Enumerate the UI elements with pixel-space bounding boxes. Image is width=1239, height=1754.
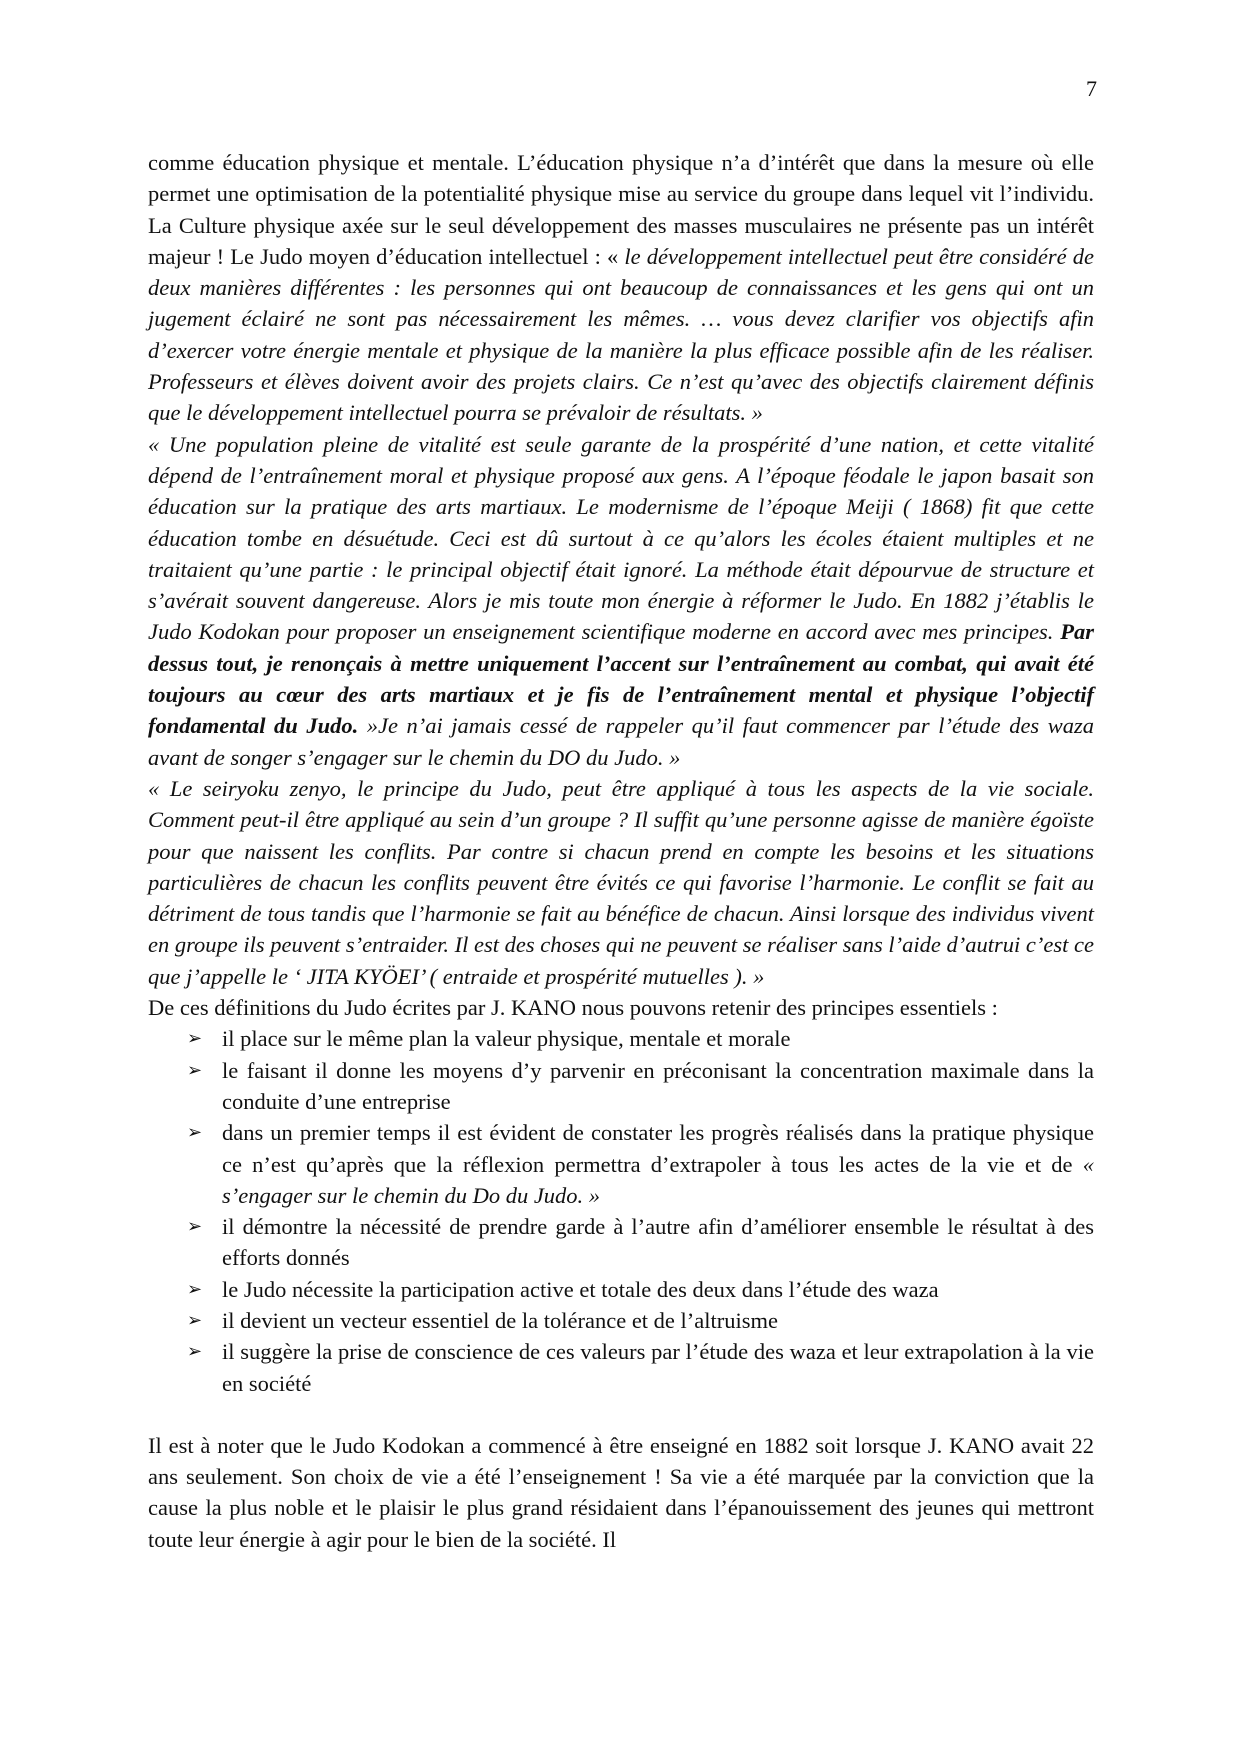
- quote-vitality-emphasis: Par dessus tout, je renonçais à mettre uniquement l’accent sur l’entraînement au combat, qui avait été toujours au cœur des arts martiaux et je fis de l’entraînement mental et physique l’objectif fondamental du Judo.: [148, 619, 1094, 739]
- paragraph-education-text: comme éducation physique et mentale. L’éducation physique n’a d’intérêt que dans la mesure où elle permet une optimisation de la potentialité physique mise au service du groupe dans lequel vit l’individu. La Culture physique axée sur le seul développement des masses musculaires ne présente pas un intérêt majeur ! Le Judo moyen d’éducation intellectuel : «: [148, 150, 1094, 269]
- arrow-bullet-icon: ➢: [187, 1278, 203, 1299]
- list-item: ➢ le Judo nécessite la participation active et totale des deux dans l’étude des waza: [148, 1274, 1094, 1305]
- paragraph-vitality-quote: [148, 429, 1094, 773]
- list-item: ➢ dans un premier temps il est évident de constater les progrès réalisés dans la pratique physique ce n’est qu’après que la réflexion permettra d’extrapoler à tous les actes de la vie et de « s’engager sur le chemin du Do du Judo. »: [148, 1117, 1094, 1211]
- quote-vitality-end: »Je n’ai jamais cessé de rappeler qu’il faut commencer par l’étude des waza avant de songer s’engager sur le chemin du DO du Judo. »: [148, 713, 1094, 770]
- quote-seiryoku-zenyo: « Le seiryoku zenyo, le principe du Judo, peut être appliqué à tous les aspects de la vie sociale. Comment peut-il être appliqué au sein d’un groupe ? Il suffit qu’une personne agisse de manière égoïste pour que naissent les conflits. Par contre si chacun prend en compte les besoins et les situations particulières de chacun les conflits peuvent être évités ce qui favorise l’harmonie. Le conflit se fait au détriment de tous tandis que l’harmonie se fait au bénéfice de chacun. Ainsi lorsque des individus vivent en groupe ils peuvent s’entraider. Il est des choses qui ne peuvent se réaliser sans l’aide d’autrui c’est ce que j’appelle le ‘ JITA KYÖEI’ ( entraide et prospérité mutuelles ). »: [148, 775, 1094, 989]
- paragraph-closing: Il est à noter que le Judo Kodokan a commencé à être enseigné en 1882 soit lorsque J. KANO avait 22 ans seulement. Son choix de vie a été l’enseignement ! Sa vie a été marquée par la conviction que la cause la plus noble et le plaisir le plus grand résidaient dans l’épanouissement des jeunes qui mettront toute leur énergie à agir pour le bien de la société. Il: [148, 1432, 1094, 1552]
- arrow-bullet-icon: ➢: [187, 1059, 203, 1080]
- arrow-bullet-icon: ➢: [187, 1216, 203, 1237]
- principles-list: [148, 1023, 1094, 1399]
- page-content: [148, 147, 1094, 1555]
- arrow-bullet-icon: ➢: [187, 1341, 203, 1362]
- quote-intellectual-development: le développement intellectuel peut être considéré de deux manières différentes : les personnes qui ont beaucoup de connaissances et les gens qui ont un jugement éclairé ne sont pas nécessairement les mêmes. … vous devez clarifier vos objectifs afin d’exercer votre énergie mentale et physique de la manière la plus efficace possible afin de les réaliser. Professeurs et élèves doivent avoir des projets clairs. Ce n’est qu’avec des objectifs clairement définis que le développement intellectuel pourra se prévaloir de résultats. »: [148, 243, 1094, 426]
- arrow-bullet-icon: ➢: [187, 1122, 203, 1143]
- list-item: ➢ il suggère la prise de conscience de ces valeurs par l’étude des waza et leur extrapolation à la vie en société: [148, 1336, 1094, 1399]
- page-number: 7: [1086, 76, 1097, 101]
- paragraph-education: [148, 147, 1094, 429]
- list-item: ➢ le faisant il donne les moyens d’y parvenir en préconisant la concentration maximale dans la conduite d’une entreprise: [148, 1055, 1094, 1118]
- principles-intro: De ces définitions du Judo écrites par J. KANO nous pouvons retenir des principes essentiels :: [148, 995, 998, 1021]
- bullet-italic-quote: « s’engager sur le chemin du Do du Judo. »: [222, 1151, 1094, 1208]
- list-item: ➢ il place sur le même plan la valeur physique, mentale et morale: [148, 1023, 1094, 1054]
- list-item: ➢ il devient un vecteur essentiel de la tolérance et de l’altruisme: [148, 1305, 1094, 1336]
- arrow-bullet-icon: ➢: [187, 1309, 203, 1330]
- quote-vitality: « Une population pleine de vitalité est seule garante de la prospérité d’une nation, et cette vitalité dépend de l’entraînement moral et physique proposé aux gens. A l’époque féodale le japon basait son éducation sur la pratique des arts martiaux. Le modernisme de l’époque Meiji ( 1868) fit que cette éducation tombe en désuétude. Ceci est dû surtout à ce qu’alors les écoles étaient multiples et ne traitaient qu’une partie : le principal objectif était ignoré. La méthode était dépourvue de structure et s’avérait souvent dangereuse. Alors je mis toute mon énergie à réformer le Judo. En 1882 j’établis le Judo Kodokan pour proposer un enseignement scientifique moderne en accord avec mes principes.: [148, 431, 1094, 645]
- arrow-bullet-icon: ➢: [187, 1028, 203, 1049]
- paragraph-seiryoku-quote: [148, 773, 1094, 992]
- list-item: ➢ il démontre la nécessité de prendre garde à l’autre afin d’améliorer ensemble le résultat à des efforts donnés: [148, 1211, 1094, 1274]
